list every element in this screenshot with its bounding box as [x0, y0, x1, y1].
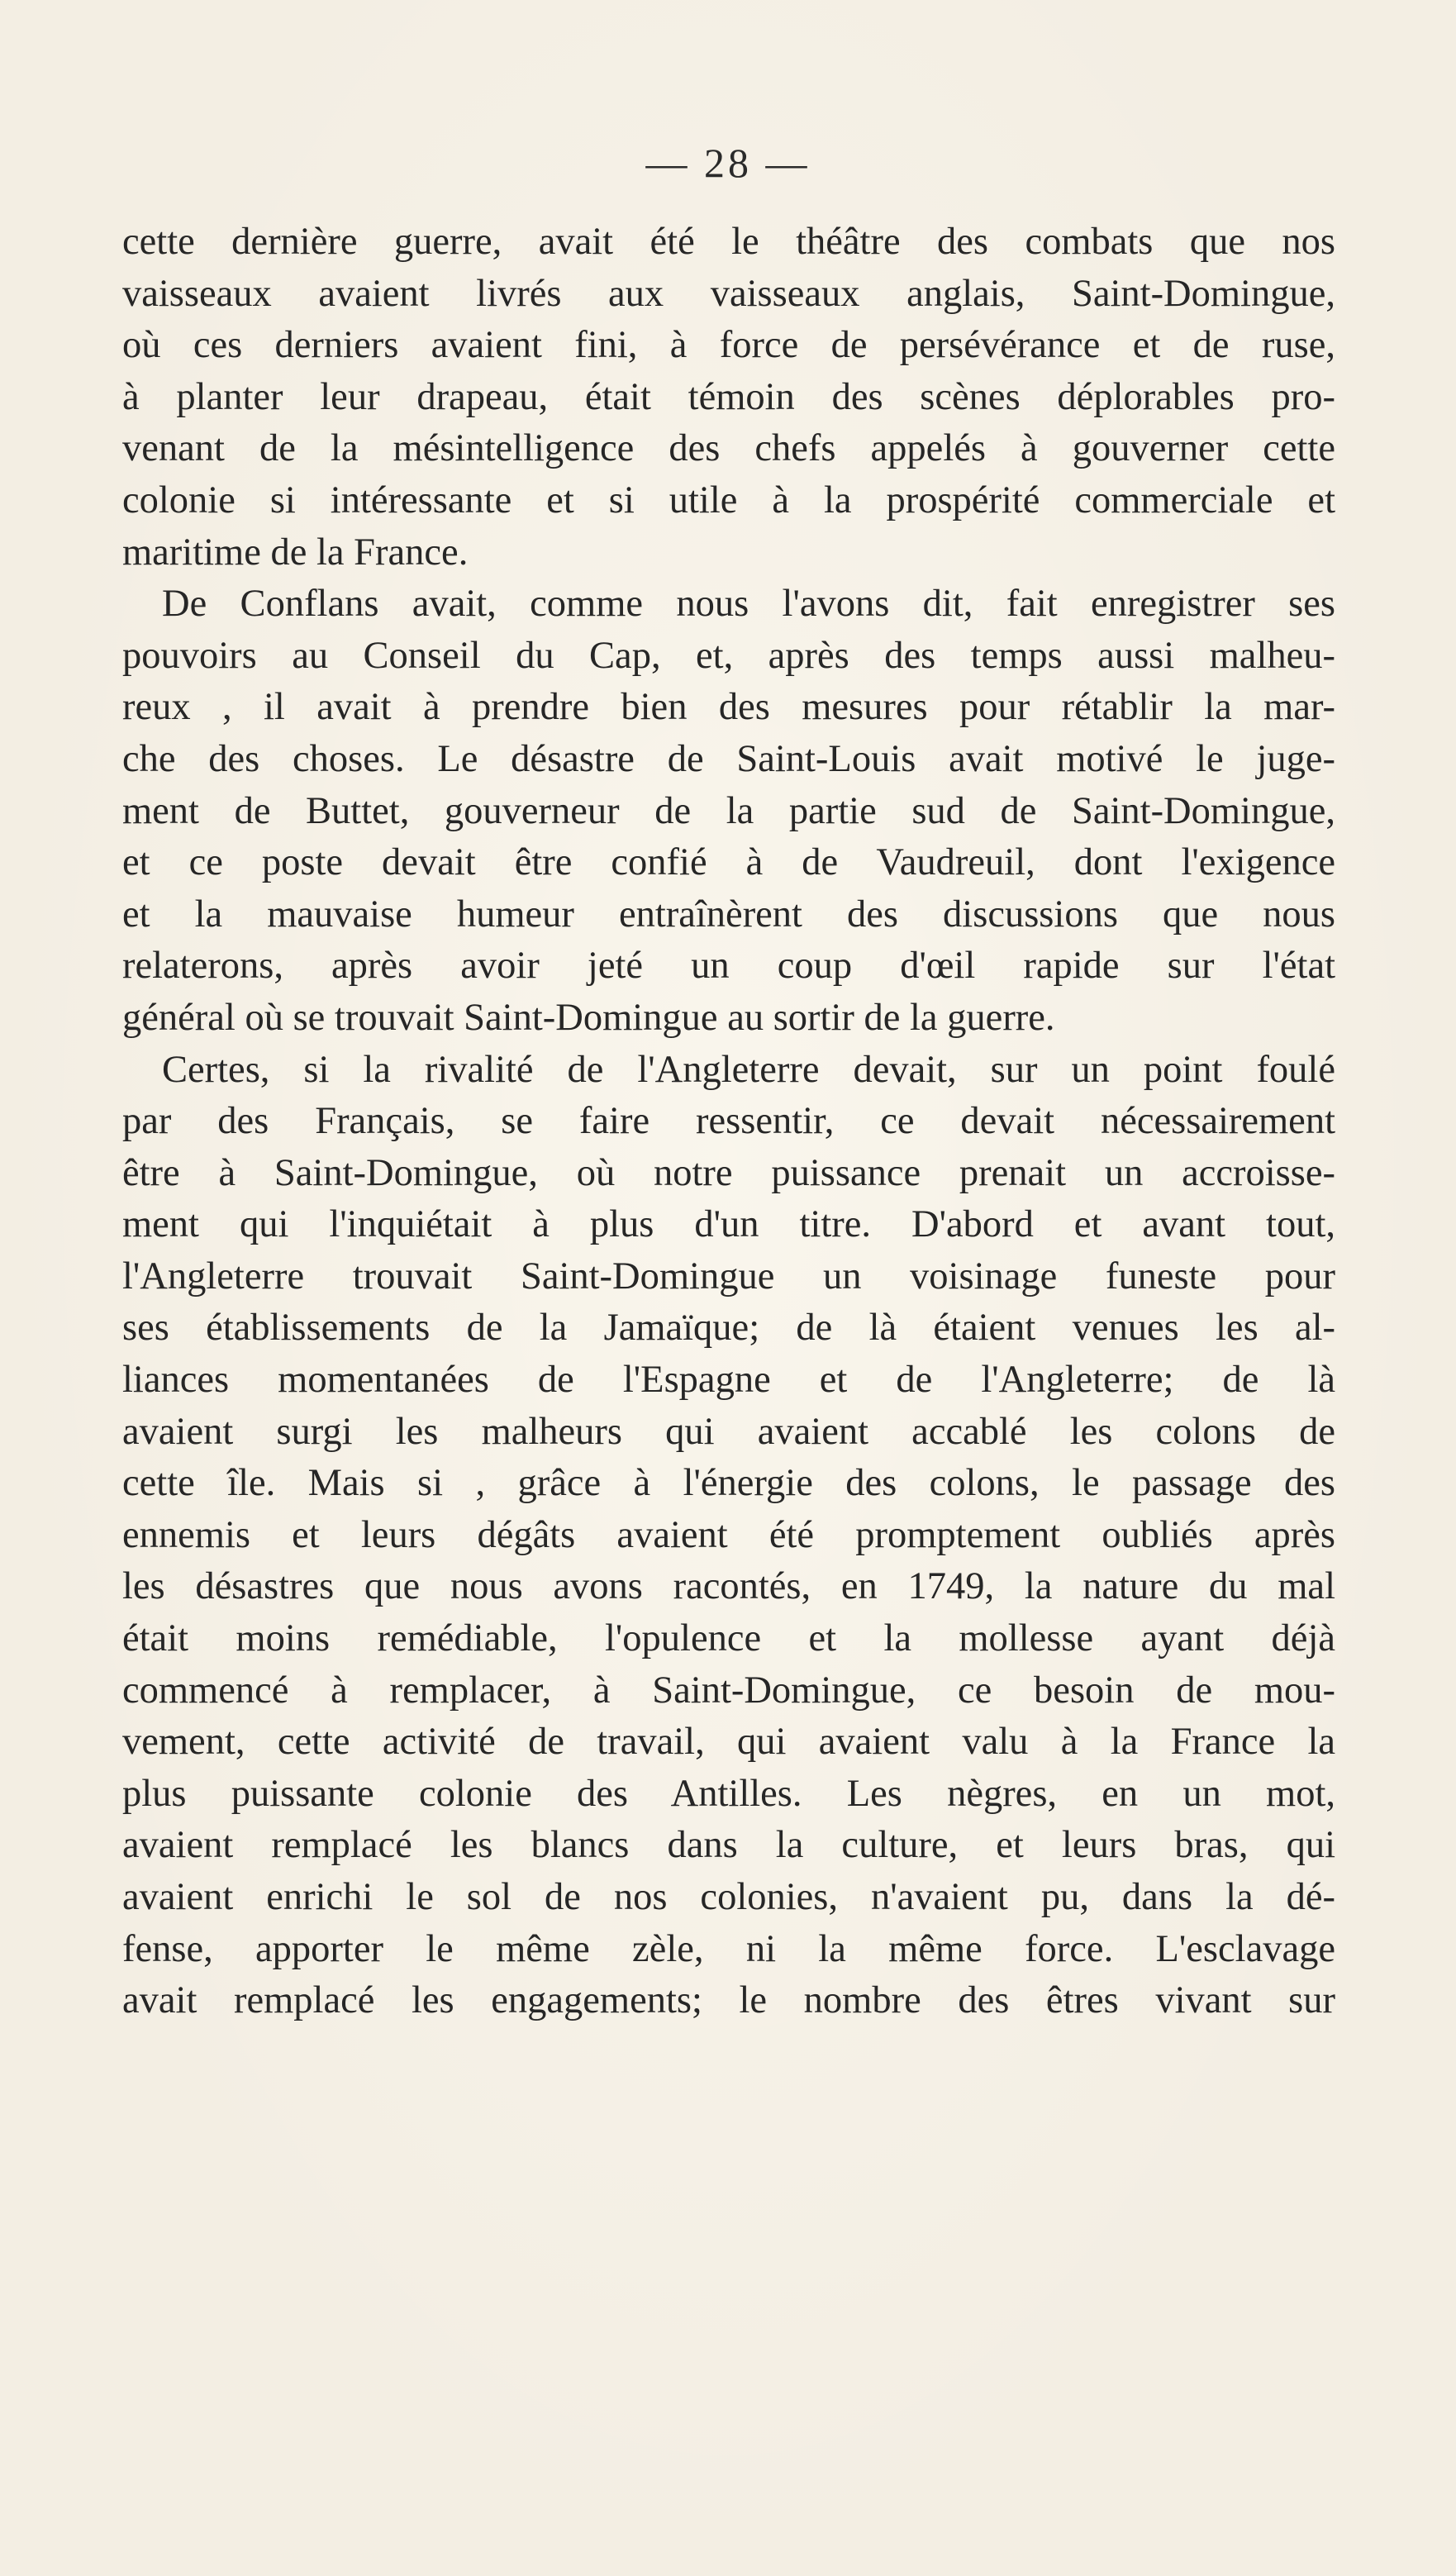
text-line: reux , il avait à prendre bien des mesures pour rétablir la mar- [122, 686, 1335, 729]
text-line: ment qui l'inquiétait à plus d'un titre. D'abord et avant tout, [122, 1203, 1335, 1246]
text-line: à planter leur drapeau, était témoin des scènes déplorables pro- [122, 375, 1335, 418]
text-line: cette île. Mais si , grâce à l'énergie des colons, le passage des [122, 1462, 1335, 1505]
text-line: avaient enrichi le sol de nos colonies, n'avaient pu, dans la dé- [122, 1876, 1335, 1918]
paragraph-start-line: Certes, si la rivalité de l'Angleterre devait, sur un point foulé [162, 1048, 1335, 1091]
text-line: avait remplacé les engagements; le nombre des êtres vivant sur [122, 1979, 1335, 2022]
text-line: être à Saint-Domingue, où notre puissance prenait un accroisse- [122, 1151, 1335, 1194]
text-line: ses établissements de la Jamaïque; de là étaient venues les al- [122, 1307, 1335, 1350]
paragraph-end-line: maritime de la France. [122, 531, 469, 574]
text-line: et la mauvaise humeur entraînèrent des discussions que nous [122, 893, 1335, 936]
text-line: et ce poste devait être confié à de Vaudreuil, dont l'exigence [122, 841, 1335, 884]
text-line: cette dernière guerre, avait été le théâtre des combats que nos [122, 221, 1335, 263]
text-line: commencé à remplacer, à Saint-Domingue, ce besoin de mou- [122, 1669, 1335, 1712]
text-line: avaient remplacé les blancs dans la culture, et leurs bras, qui [122, 1824, 1335, 1867]
text-line: était moins remédiable, l'opulence et la mollesse ayant déjà [122, 1617, 1335, 1660]
text-line: ment de Buttet, gouverneur de la partie sud de Saint-Domingue, [122, 789, 1335, 832]
text-line: où ces derniers avaient fini, à force de persévérance et de ruse, [122, 324, 1335, 367]
text-line: l'Angleterre trouvait Saint-Domingue un voisinage funeste pour [122, 1255, 1335, 1298]
text-line: vement, cette activité de travail, qui avaient valu à la France la [122, 1721, 1335, 1764]
text-line: venant de la mésintelligence des chefs appelés à gouverner cette [122, 427, 1335, 470]
text-line: vaisseaux avaient livrés aux vaisseaux anglais, Saint-Domingue, [122, 272, 1335, 315]
text-line: avaient surgi les malheurs qui avaient accablé les colons de [122, 1410, 1335, 1453]
text-line: relaterons, après avoir jeté un coup d'œil rapide sur l'état [122, 945, 1335, 988]
text-line: fense, apporter le même zèle, ni la même force. L'esclavage [122, 1927, 1335, 1970]
text-line: pouvoirs au Conseil du Cap, et, après des temps aussi malheu- [122, 634, 1335, 677]
paragraph-end-line: général où se trouvait Saint-Domingue au sortir de la guerre. [122, 996, 1055, 1039]
page-number: — 28 — [645, 140, 811, 186]
body-text [122, 217, 1335, 2027]
text-line: liances momentanées de l'Espagne et de l'Angleterre; de là [122, 1359, 1335, 1402]
text-line: les désastres que nous avons racontés, en 1749, la nature du mal [122, 1565, 1335, 1608]
paragraph-start-line: De Conflans avait, comme nous l'avons dit, fait enregistrer ses [162, 583, 1335, 626]
text-line: ennemis et leurs dégâts avaient été promptement oubliés après [122, 1513, 1335, 1556]
text-line: che des choses. Le désastre de Saint-Louis avait motivé le juge- [122, 737, 1335, 780]
text-line: plus puissante colonie des Antilles. Les nègres, en un mot, [122, 1772, 1335, 1815]
text-line: par des Français, se faire ressentir, ce devait nécessairement [122, 1100, 1335, 1143]
text-line: colonie si intéressante et si utile à la prospérité commerciale et [122, 479, 1335, 521]
